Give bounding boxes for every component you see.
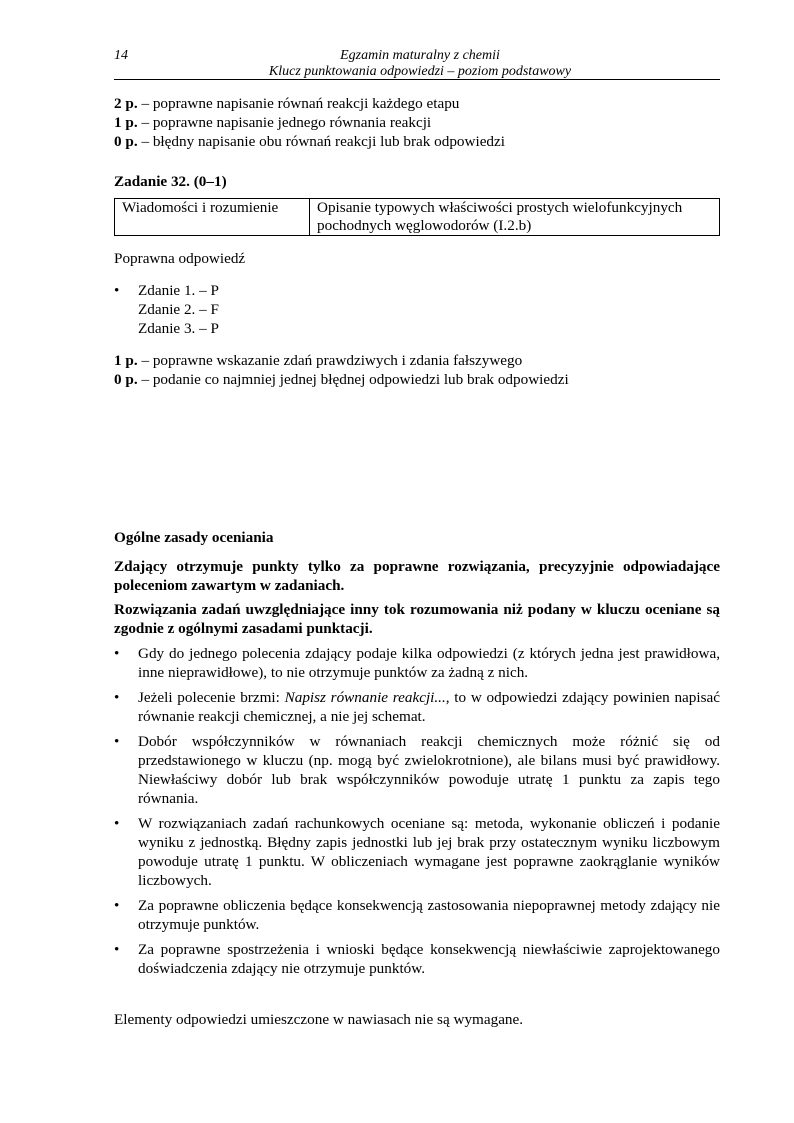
task-scoring xyxy=(114,351,720,389)
score-description: – poprawne napisanie jednego równania reakcji xyxy=(137,114,432,131)
requirement-description: Opisanie typowych właściwości prostych wielofunkcyjnych pochodnych węglowodorów (I.2.b) xyxy=(310,199,720,236)
main-content xyxy=(114,94,720,389)
answer-list xyxy=(114,281,720,338)
list-item xyxy=(114,644,720,682)
rule-text: Dobór współczynników w równaniach reakcji chemicznych może różnić się od przedstawionego w kluczu (np. mogą być zwielokrotnione), ale bilans musi być prawidłowy. Niewłaściwy dobór lub brak współczynników powoduje utratę 1 punktu za zapis tego równania. xyxy=(138,733,720,807)
list-item xyxy=(114,300,720,319)
bullet-icon: • xyxy=(114,689,120,706)
answer-text: Zdanie 1. – P xyxy=(138,282,219,299)
rule-command-italic: Napisz równanie reakcji... xyxy=(284,689,446,706)
requirements-table xyxy=(114,198,720,236)
list-item xyxy=(114,732,720,808)
score-points: 2 p. xyxy=(114,95,138,112)
list-item xyxy=(114,896,720,934)
answer-text: Zdanie 2. – F xyxy=(138,301,219,318)
score-description: – podanie co najmniej jednej błędnej odpowiedzi lub brak odpowiedzi xyxy=(137,371,569,388)
list-item xyxy=(114,281,720,300)
list-item xyxy=(114,940,720,978)
rules-heading: Ogólne zasady oceniania xyxy=(114,529,274,546)
rule-text: Gdy do jednego polecenia zdający podaje kilka odpowiedzi (z których jedna jest prawidłowa, inne nieprawidłowe), to nie otrzymuje punktów za żadną z nich. xyxy=(138,645,720,681)
rules-paragraph: Rozwiązania zadań uwzględniające inny tok rozumowania niż podany w kluczu oceniane są zgodnie z ogólnymi zasadami punktacji. xyxy=(114,601,720,637)
task-title: Zadanie 32. (0–1) xyxy=(114,173,227,190)
bullet-icon: • xyxy=(114,645,120,662)
list-item xyxy=(114,688,720,726)
scoring-line xyxy=(114,132,720,151)
footer-note: Elementy odpowiedzi umieszczone w nawiasach nie są wymagane. xyxy=(114,1011,524,1028)
score-description: – poprawne wskazanie zdań prawdziwych i zdania fałszywego xyxy=(137,352,523,369)
rules-list xyxy=(114,644,720,978)
bullet-icon: • xyxy=(114,941,120,958)
rule-text-prefix: Jeżeli polecenie brzmi: xyxy=(138,689,285,706)
score-description: – poprawne napisanie równań reakcji każdego etapu xyxy=(137,95,460,112)
scoring-line xyxy=(114,113,720,132)
requirement-category: Wiadomości i rozumienie xyxy=(115,199,310,236)
rule-text: Za poprawne spostrzeżenia i wnioski będące konsekwencją niewłaściwie zaprojektowanego doświadczenia zdający nie otrzymuje punktów. xyxy=(138,941,720,977)
list-item xyxy=(114,319,720,338)
answer-text: Zdanie 3. – P xyxy=(138,320,219,337)
header-divider xyxy=(114,79,720,80)
rules-paragraph: Zdający otrzymuje punkty tylko za poprawne rozwiązania, precyzyjnie odpowiadające poleceniom zawartym w zadaniach. xyxy=(114,558,720,594)
bullet-icon: • xyxy=(114,733,120,750)
score-points: 1 p. xyxy=(114,352,138,369)
rule-text-suffix: , to w odpowiedzi zdający powinien napisać równanie reakcji chemicznej, a nie jej schemat. xyxy=(138,689,721,725)
rule-text: Za poprawne obliczenia będące konsekwencją zastosowania niepoprawnej metody zdający nie otrzymuje punktów. xyxy=(138,897,720,933)
score-points: 0 p. xyxy=(114,133,138,150)
general-rules xyxy=(114,528,720,984)
bullet-icon: • xyxy=(114,282,120,299)
scoring-line xyxy=(114,370,720,389)
rule-text: W rozwiązaniach zadań rachunkowych oceniane są: metoda, wykonanie obliczeń i podanie wyniku z jednostką. Błędny zapis jednostki lub jej brak przy ostatecznym wyniku liczbowym powoduje utratę 1 punktu. W obliczeniach wymagane jest poprawne zaokrąglanie wyników liczbowych. xyxy=(138,815,720,889)
score-points: 0 p. xyxy=(114,371,138,388)
header-line-key: Klucz punktowania odpowiedzi – poziom podstawowy xyxy=(268,64,572,79)
score-points: 1 p. xyxy=(114,114,138,131)
scoring-line xyxy=(114,351,720,370)
answer-label: Poprawna odpowiedź xyxy=(114,250,246,267)
score-description: – błędny napisanie obu równań reakcji lub brak odpowiedzi xyxy=(137,133,505,150)
bullet-icon: • xyxy=(114,815,120,832)
list-item xyxy=(114,814,720,890)
bullet-icon: • xyxy=(114,897,120,914)
page-number: 14 xyxy=(114,48,128,63)
running-header xyxy=(200,48,640,80)
table-row xyxy=(115,199,720,236)
scoring-line xyxy=(114,94,720,113)
header-line-exam: Egzamin maturalny z chemii xyxy=(340,48,500,63)
